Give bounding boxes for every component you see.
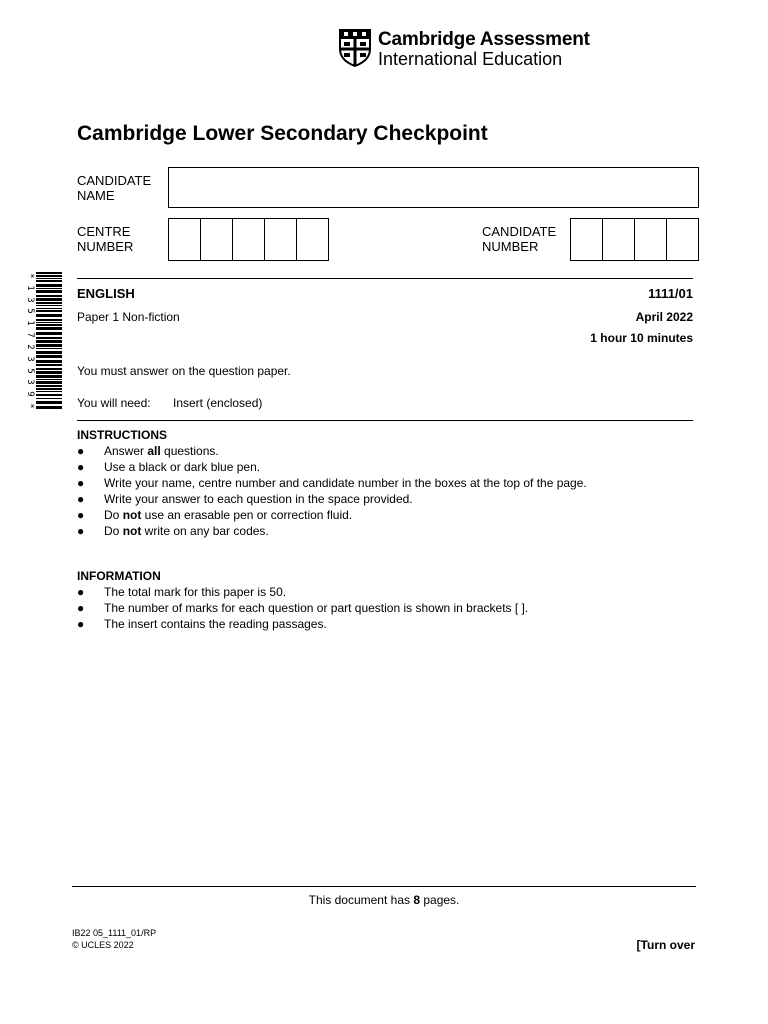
centre-number-cell[interactable]	[201, 219, 233, 260]
instruction-item: ● Do not use an erasable pen or correction fluid.	[77, 508, 353, 522]
bullet-icon: ●	[77, 444, 85, 458]
barcode-digit: 1	[24, 320, 35, 326]
barcode-stripe	[36, 280, 62, 282]
candidate-number-label	[482, 224, 556, 254]
crest-icon	[339, 29, 371, 67]
barcode-stripe	[36, 324, 62, 326]
barcode-stripe	[36, 348, 62, 349]
barcode-stripe	[36, 388, 62, 390]
copyright: © UCLES 2022	[72, 940, 134, 950]
bullet-icon: ●	[77, 601, 85, 615]
barcode-stripe	[36, 401, 62, 404]
barcode-stripe	[36, 398, 62, 399]
barcode-digit: 9	[24, 391, 35, 397]
barcode-digit: 5	[24, 308, 35, 315]
bullet-icon: ●	[77, 460, 85, 474]
barcode-stripe	[36, 385, 62, 387]
bullet-icon: ●	[77, 585, 85, 599]
page-count	[0, 893, 768, 907]
cambridge-logo	[339, 29, 589, 71]
barcode-stripe	[36, 394, 62, 396]
bullet-icon: ●	[77, 492, 85, 506]
barcode-stripe	[36, 305, 62, 306]
barcode-bars	[36, 272, 62, 410]
barcode-stripe	[36, 381, 62, 384]
logo-line-1: Cambridge Assessment	[378, 29, 590, 50]
divider	[77, 420, 693, 421]
instructions-list	[77, 443, 587, 539]
candidate-name-label	[77, 173, 151, 203]
barcode-digit: 7	[24, 332, 35, 338]
paper-name: Paper 1 Non-fiction	[77, 310, 180, 324]
exam-date: April 2022	[635, 310, 693, 324]
bullet-icon: ●	[77, 476, 85, 490]
barcode-digit: 1	[24, 285, 35, 291]
instruction-item: ● Do not write on any bar codes.	[77, 524, 269, 538]
barcode-stripe	[36, 295, 62, 297]
bullet-icon: ●	[77, 524, 85, 538]
barcode-stripe	[36, 308, 62, 309]
document-ref: IB22 05_1111_01/RP	[72, 928, 157, 938]
candidate-number-label-line1: CANDIDATE	[482, 224, 557, 239]
barcode-stripe	[36, 322, 62, 323]
paper-code: 1111/01	[648, 286, 693, 301]
centre-number-label-line1: CENTRE	[77, 224, 131, 239]
footer-divider	[72, 886, 696, 887]
barcode-digit: 2	[24, 344, 35, 350]
information-heading: INFORMATION	[77, 569, 161, 583]
barcode-stripe	[36, 327, 62, 330]
answer-note: You must answer on the question paper.	[77, 364, 291, 378]
barcode-digit: 3	[24, 296, 35, 303]
bullet-icon: ●	[77, 617, 85, 631]
barcode-stripe	[36, 275, 62, 277]
barcode-stripe	[36, 391, 62, 392]
candidate-name-field[interactable]	[168, 167, 699, 208]
page-count-number: 8	[413, 893, 421, 907]
subject: ENGLISH	[77, 286, 135, 301]
barcode-stripe	[36, 302, 62, 304]
centre-number-cell[interactable]	[233, 219, 265, 260]
barcode-stripe	[36, 290, 62, 293]
candidate-name-label-line1: CANDIDATE	[77, 173, 152, 188]
information-list	[77, 584, 528, 632]
barcode-stripe	[36, 368, 62, 370]
barcode-digit: 3	[24, 379, 35, 386]
information-item: ● The total mark for this paper is 50.	[77, 585, 287, 599]
logo-line-2: International Education	[378, 49, 563, 69]
exam-duration: 1 hour 10 minutes	[590, 331, 693, 345]
footer-ref	[72, 927, 156, 951]
candidate-number-cell[interactable]	[667, 219, 698, 260]
need-label: You will need:	[77, 396, 151, 410]
barcode-stripe	[36, 379, 62, 380]
barcode-stripe	[36, 340, 62, 343]
page-count-suffix: pages.	[420, 893, 460, 907]
instruction-item: ● Use a black or dark blue pen.	[77, 460, 261, 474]
page-count-prefix: This document has	[308, 893, 414, 907]
information-item: ● The number of marks for each question or part question is shown in brackets [ ].	[77, 601, 529, 615]
centre-number-cell[interactable]	[297, 219, 328, 260]
centre-number-label	[77, 224, 133, 254]
barcode-stripe	[36, 371, 62, 374]
centre-number-label-line2: NUMBER	[77, 239, 134, 254]
candidate-name-label-line2: NAME	[77, 188, 115, 203]
barcode-stripe	[36, 314, 62, 317]
centre-number-cell[interactable]	[265, 219, 297, 260]
barcode	[24, 270, 62, 412]
barcode-stripe	[36, 288, 62, 289]
barcode-digit: 5	[24, 367, 35, 374]
barcode-stripe	[36, 278, 62, 279]
barcode-stripe	[36, 337, 62, 339]
instruction-item: ● Answer all questions.	[77, 444, 219, 458]
candidate-number-cell[interactable]	[635, 219, 667, 260]
barcode-stripe	[36, 272, 62, 274]
turn-over: [Turn over	[636, 938, 695, 952]
divider	[77, 278, 693, 279]
need-value: Insert (enclosed)	[173, 396, 263, 410]
barcode-stripe	[36, 406, 62, 409]
page-title: Cambridge Lower Secondary Checkpoint	[77, 122, 488, 145]
barcode-stripe	[36, 344, 62, 347]
barcode-stripe	[36, 355, 62, 358]
candidate-number-cell[interactable]	[571, 219, 603, 260]
centre-number-cell[interactable]	[169, 219, 201, 260]
barcode-digits	[24, 270, 34, 412]
centre-number-field[interactable]	[168, 218, 329, 261]
information-item: ● The insert contains the reading passages.	[77, 617, 327, 631]
instruction-item: ● Write your answer to each question in the space provided.	[77, 492, 413, 506]
barcode-stripe	[36, 360, 62, 363]
barcode-stripe	[36, 375, 62, 378]
barcode-stripe	[36, 364, 62, 366]
candidate-number-cell[interactable]	[603, 219, 635, 260]
barcode-stripe	[36, 332, 62, 335]
candidate-number-label-line2: NUMBER	[482, 239, 539, 254]
barcode-stripe	[36, 298, 62, 301]
barcode-digit: *	[24, 273, 35, 279]
barcode-digit: *	[24, 403, 35, 409]
barcode-stripe	[36, 319, 62, 321]
instructions-heading: INSTRUCTIONS	[77, 428, 167, 442]
barcode-stripe	[36, 351, 62, 354]
barcode-stripe	[36, 284, 62, 287]
candidate-number-field[interactable]	[570, 218, 699, 261]
barcode-stripe	[36, 310, 62, 312]
bullet-icon: ●	[77, 508, 85, 522]
barcode-digit: 3	[24, 355, 35, 362]
instruction-item: ● Write your name, centre number and candidate number in the boxes at the top of the page.	[77, 476, 587, 490]
